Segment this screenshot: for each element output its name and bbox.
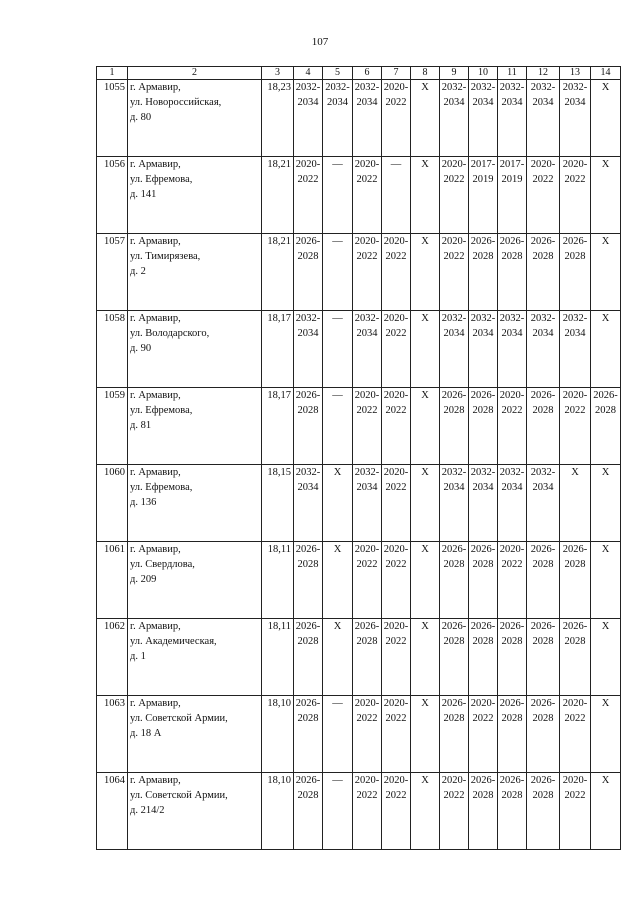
period-text: X — [601, 236, 610, 247]
table-row — [97, 542, 621, 619]
period-text: 2032- 2034 — [441, 467, 467, 493]
period-cell-c5 — [323, 696, 353, 773]
period-cell-c6 — [353, 696, 382, 773]
table-row — [97, 773, 621, 850]
period-text: 2020- 2022 — [354, 390, 380, 416]
address-text: г. Армавир, ул. Свердлова, д. 209 — [130, 544, 195, 585]
period-text: 2032- 2034 — [562, 82, 588, 108]
row-number: 1055 — [97, 80, 128, 157]
period-cell-c9 — [440, 696, 469, 773]
period-cell-c6 — [353, 388, 382, 465]
period-cell-c8 — [411, 696, 440, 773]
address-cell — [128, 157, 262, 234]
period-text: X — [601, 621, 610, 632]
period-text: 2032- 2034 — [441, 82, 467, 108]
period-text: 2026- 2028 — [530, 698, 556, 724]
period-text: 2020- 2022 — [383, 467, 409, 493]
period-cell-c10 — [469, 388, 498, 465]
column-header: 11 — [498, 67, 527, 80]
period-cell-c5 — [323, 80, 353, 157]
period-cell-c9 — [440, 542, 469, 619]
address-text: г. Армавир, ул. Ефремова, д. 136 — [130, 467, 193, 508]
address-text: г. Армавир, ул. Советской Армии, д. 18 А — [130, 698, 228, 739]
period-text: 2020- 2022 — [354, 236, 380, 262]
period-cell-c6 — [353, 234, 382, 311]
period-cell-c12 — [527, 542, 560, 619]
period-cell-c4 — [294, 465, 323, 542]
period-text: 2026- 2028 — [562, 544, 588, 570]
housing-register-table — [96, 66, 621, 850]
period-cell-c4 — [294, 311, 323, 388]
value-cell: 18,11 — [262, 619, 294, 696]
value-cell: 18,17 — [262, 311, 294, 388]
period-cell-c8 — [411, 388, 440, 465]
period-cell-c11 — [498, 234, 527, 311]
period-cell-c4 — [294, 388, 323, 465]
period-text: 2026- 2028 — [470, 544, 496, 570]
address-cell — [128, 773, 262, 850]
row-number: 1056 — [97, 157, 128, 234]
period-text: 2032- 2034 — [562, 313, 588, 339]
period-text: 2020- 2022 — [295, 159, 321, 185]
table-row — [97, 465, 621, 542]
period-cell-c10 — [469, 773, 498, 850]
value-cell: 18,10 — [262, 696, 294, 773]
period-cell-c13 — [560, 619, 591, 696]
address-text: г. Армавир, ул. Советской Армии, д. 214/2 — [130, 775, 228, 816]
period-cell-c11 — [498, 542, 527, 619]
address-text: г. Армавир, ул. Тимирязева, д. 2 — [130, 236, 201, 277]
period-cell-c11 — [498, 619, 527, 696]
period-cell-c9 — [440, 157, 469, 234]
period-cell-c7 — [382, 619, 411, 696]
row-number: 1058 — [97, 311, 128, 388]
period-cell-c13 — [560, 80, 591, 157]
period-text: X — [421, 467, 429, 478]
period-cell-c4 — [294, 773, 323, 850]
table-row — [97, 696, 621, 773]
address-cell — [128, 696, 262, 773]
period-cell-c5 — [323, 465, 353, 542]
period-text: 2026- 2028 — [562, 236, 588, 262]
period-text: 2020- 2022 — [354, 775, 380, 801]
period-text: 2020- 2022 — [383, 313, 409, 339]
column-header: 13 — [560, 67, 591, 80]
period-text: X — [571, 467, 579, 478]
period-cell-c4 — [294, 619, 323, 696]
period-cell-c10 — [469, 80, 498, 157]
period-text: X — [421, 236, 429, 247]
period-cell-c10 — [469, 696, 498, 773]
period-text: 2026- 2028 — [295, 236, 321, 262]
period-text: 2026- 2028 — [441, 621, 467, 647]
period-text: X — [333, 544, 342, 555]
period-cell-c10 — [469, 234, 498, 311]
period-text: 2032- 2034 — [499, 313, 525, 339]
period-cell-c12 — [527, 465, 560, 542]
row-number: 1057 — [97, 234, 128, 311]
period-cell-c11 — [498, 773, 527, 850]
address-cell — [128, 465, 262, 542]
period-cell-c14 — [591, 619, 621, 696]
period-cell-c7 — [382, 388, 411, 465]
period-cell-c4 — [294, 80, 323, 157]
period-text: 2020- 2022 — [354, 544, 380, 570]
period-cell-c14 — [591, 388, 621, 465]
column-number-row — [97, 67, 621, 80]
period-text: 2017- 2019 — [499, 159, 525, 185]
period-text: X — [421, 390, 429, 401]
period-text: 2026- 2028 — [295, 775, 321, 801]
table-row — [97, 234, 621, 311]
period-cell-c12 — [527, 157, 560, 234]
period-cell-c13 — [560, 773, 591, 850]
address-cell — [128, 234, 262, 311]
address-cell — [128, 311, 262, 388]
period-text: 2020- 2022 — [470, 698, 496, 724]
column-header: 8 — [411, 67, 440, 80]
period-text: — — [390, 159, 402, 170]
address-text: г. Армавир, ул. Академическая, д. 1 — [130, 621, 217, 662]
period-text: X — [421, 621, 429, 632]
period-text: 2020- 2022 — [562, 159, 588, 185]
period-text: X — [601, 544, 610, 555]
column-header: 10 — [469, 67, 498, 80]
period-cell-c10 — [469, 311, 498, 388]
period-text: X — [601, 313, 610, 324]
period-text: 2032- 2034 — [295, 467, 321, 493]
column-header: 9 — [440, 67, 469, 80]
period-text: 2026- 2028 — [530, 236, 556, 262]
period-cell-c7 — [382, 311, 411, 388]
column-header: 5 — [323, 67, 353, 80]
period-text: 2020- 2022 — [499, 544, 525, 570]
period-text: 2026- 2028 — [499, 698, 525, 724]
column-header: 1 — [97, 67, 128, 80]
period-text: X — [421, 82, 429, 93]
period-cell-c8 — [411, 311, 440, 388]
period-text: 2026- 2028 — [499, 236, 525, 262]
period-cell-c12 — [527, 388, 560, 465]
column-header: 14 — [591, 67, 621, 80]
period-cell-c12 — [527, 80, 560, 157]
period-cell-c6 — [353, 465, 382, 542]
period-cell-c13 — [560, 311, 591, 388]
period-cell-c9 — [440, 773, 469, 850]
period-cell-c8 — [411, 80, 440, 157]
period-text: 2026- 2028 — [470, 390, 496, 416]
period-text: 2032- 2034 — [530, 313, 556, 339]
address-text: г. Армавир, ул. Ефремова, д. 81 — [130, 390, 193, 431]
period-cell-c6 — [353, 80, 382, 157]
period-cell-c12 — [527, 696, 560, 773]
row-number: 1063 — [97, 696, 128, 773]
period-cell-c11 — [498, 388, 527, 465]
period-cell-c9 — [440, 234, 469, 311]
period-cell-c11 — [498, 465, 527, 542]
period-text: 2032- 2034 — [354, 82, 380, 108]
period-cell-c6 — [353, 542, 382, 619]
period-cell-c13 — [560, 542, 591, 619]
period-text: 2020- 2022 — [530, 159, 556, 185]
period-cell-c13 — [560, 234, 591, 311]
value-cell: 18,21 — [262, 234, 294, 311]
period-text: 2020- 2022 — [383, 698, 409, 724]
period-text: X — [601, 775, 610, 786]
period-cell-c5 — [323, 388, 353, 465]
period-cell-c14 — [591, 311, 621, 388]
period-cell-c6 — [353, 311, 382, 388]
period-text: 2032- 2034 — [295, 313, 321, 339]
period-text: 2020- 2022 — [441, 236, 467, 262]
period-cell-c7 — [382, 773, 411, 850]
period-cell-c9 — [440, 311, 469, 388]
period-cell-c14 — [591, 542, 621, 619]
table-row — [97, 388, 621, 465]
period-cell-c4 — [294, 542, 323, 619]
value-cell: 18,15 — [262, 465, 294, 542]
period-cell-c12 — [527, 619, 560, 696]
address-cell — [128, 542, 262, 619]
period-text: 2032- 2034 — [470, 467, 496, 493]
period-text: — — [332, 236, 343, 247]
table-row — [97, 80, 621, 157]
period-text: 2032- 2034 — [530, 467, 556, 493]
period-text: 2026- 2028 — [530, 621, 556, 647]
value-cell: 18,21 — [262, 157, 294, 234]
period-text: 2026- 2028 — [593, 390, 618, 416]
period-cell-c7 — [382, 542, 411, 619]
column-header: 7 — [382, 67, 411, 80]
table-row — [97, 157, 621, 234]
period-cell-c7 — [382, 157, 411, 234]
period-text: 2026- 2028 — [441, 698, 467, 724]
period-text: 2026- 2028 — [441, 544, 467, 570]
period-text: 2026- 2028 — [295, 544, 321, 570]
period-text: 2026- 2028 — [354, 621, 380, 647]
period-text: 2032- 2034 — [499, 82, 525, 108]
period-text: 2020- 2022 — [441, 775, 467, 801]
period-text: 2032- 2034 — [325, 82, 350, 108]
period-text: 2026- 2028 — [499, 621, 525, 647]
table-row — [97, 619, 621, 696]
period-text: 2026- 2028 — [562, 621, 588, 647]
period-cell-c6 — [353, 773, 382, 850]
column-header: 2 — [128, 67, 262, 80]
period-text: X — [421, 159, 429, 170]
period-text: 2020- 2022 — [499, 390, 525, 416]
period-text: 2026- 2028 — [441, 390, 467, 416]
period-text: — — [332, 698, 343, 709]
address-cell — [128, 80, 262, 157]
period-text: 2026- 2028 — [295, 698, 321, 724]
period-cell-c7 — [382, 234, 411, 311]
period-cell-c9 — [440, 388, 469, 465]
period-cell-c11 — [498, 157, 527, 234]
period-cell-c6 — [353, 619, 382, 696]
period-cell-c12 — [527, 311, 560, 388]
period-cell-c8 — [411, 619, 440, 696]
period-text: X — [421, 698, 429, 709]
value-cell: 18,10 — [262, 773, 294, 850]
period-text: 2032- 2034 — [530, 82, 556, 108]
period-cell-c7 — [382, 696, 411, 773]
period-text: 2020- 2022 — [383, 621, 409, 647]
period-cell-c14 — [591, 696, 621, 773]
period-text: X — [333, 621, 342, 632]
period-text: X — [601, 698, 610, 709]
period-cell-c8 — [411, 234, 440, 311]
period-text: 2026- 2028 — [530, 775, 556, 801]
period-text: 2020- 2022 — [562, 775, 588, 801]
period-text: X — [421, 313, 429, 324]
period-text: 2032- 2034 — [295, 82, 321, 108]
period-text: 2020- 2022 — [383, 775, 409, 801]
period-text: 2026- 2028 — [530, 390, 556, 416]
period-text: — — [332, 775, 343, 786]
period-text: 2020- 2022 — [383, 544, 409, 570]
row-number: 1064 — [97, 773, 128, 850]
period-cell-c8 — [411, 465, 440, 542]
value-cell: 18,11 — [262, 542, 294, 619]
period-cell-c13 — [560, 696, 591, 773]
value-cell: 18,23 — [262, 80, 294, 157]
address-cell — [128, 619, 262, 696]
period-cell-c13 — [560, 388, 591, 465]
period-text: X — [601, 159, 610, 170]
period-cell-c5 — [323, 234, 353, 311]
period-text: 2020- 2022 — [441, 159, 467, 185]
row-number: 1059 — [97, 388, 128, 465]
address-text: г. Армавир, ул. Володарского, д. 90 — [130, 313, 210, 354]
period-cell-c9 — [440, 619, 469, 696]
period-cell-c4 — [294, 696, 323, 773]
period-cell-c11 — [498, 80, 527, 157]
period-text: X — [601, 82, 610, 93]
period-text: 2017- 2019 — [470, 159, 496, 185]
value-cell: 18,17 — [262, 388, 294, 465]
row-number: 1060 — [97, 465, 128, 542]
period-text: 2026- 2028 — [499, 775, 525, 801]
period-cell-c5 — [323, 311, 353, 388]
period-text: 2032- 2034 — [354, 467, 380, 493]
period-cell-c4 — [294, 157, 323, 234]
address-cell — [128, 388, 262, 465]
address-text: г. Армавир, ул. Ефремова, д. 141 — [130, 159, 193, 200]
period-text: — — [332, 313, 343, 324]
period-text: 2020- 2022 — [383, 82, 409, 108]
period-cell-c13 — [560, 465, 591, 542]
period-text: 2020- 2022 — [562, 390, 588, 416]
period-text: 2032- 2034 — [354, 313, 380, 339]
period-text: 2026- 2028 — [295, 390, 321, 416]
period-text: 2020- 2022 — [354, 698, 380, 724]
row-number: 1062 — [97, 619, 128, 696]
period-text: X — [421, 775, 429, 786]
period-cell-c8 — [411, 542, 440, 619]
row-number: 1061 — [97, 542, 128, 619]
column-header: 6 — [353, 67, 382, 80]
period-cell-c11 — [498, 696, 527, 773]
page-number: 107 — [311, 36, 329, 48]
period-text: 2032- 2034 — [499, 467, 525, 493]
period-text: 2020- 2022 — [354, 159, 380, 185]
period-cell-c9 — [440, 80, 469, 157]
period-cell-c9 — [440, 465, 469, 542]
period-cell-c11 — [498, 311, 527, 388]
table-row — [97, 311, 621, 388]
period-text: 2026- 2028 — [470, 621, 496, 647]
period-cell-c14 — [591, 157, 621, 234]
period-text: X — [601, 467, 610, 478]
period-cell-c5 — [323, 619, 353, 696]
period-cell-c14 — [591, 465, 621, 542]
column-header: 3 — [262, 67, 294, 80]
period-cell-c5 — [323, 773, 353, 850]
period-cell-c10 — [469, 465, 498, 542]
column-header: 4 — [294, 67, 323, 80]
period-cell-c10 — [469, 619, 498, 696]
column-header: 12 — [527, 67, 560, 80]
period-text: 2026- 2028 — [470, 236, 496, 262]
period-cell-c12 — [527, 773, 560, 850]
period-text: 2020- 2022 — [562, 698, 588, 724]
period-cell-c14 — [591, 234, 621, 311]
period-text: — — [332, 159, 343, 170]
period-text: 2026- 2028 — [470, 775, 496, 801]
period-cell-c7 — [382, 465, 411, 542]
period-cell-c8 — [411, 157, 440, 234]
period-cell-c6 — [353, 157, 382, 234]
period-text: 2026- 2028 — [295, 621, 321, 647]
period-cell-c14 — [591, 80, 621, 157]
period-cell-c8 — [411, 773, 440, 850]
period-cell-c14 — [591, 773, 621, 850]
period-cell-c10 — [469, 542, 498, 619]
period-text: 2032- 2034 — [470, 313, 496, 339]
period-cell-c7 — [382, 80, 411, 157]
period-text: 2032- 2034 — [470, 82, 496, 108]
period-cell-c4 — [294, 234, 323, 311]
period-cell-c5 — [323, 542, 353, 619]
period-cell-c12 — [527, 234, 560, 311]
period-text: X — [333, 467, 342, 478]
period-text: 2020- 2022 — [383, 390, 409, 416]
period-cell-c10 — [469, 157, 498, 234]
period-text: — — [332, 390, 343, 401]
period-cell-c5 — [323, 157, 353, 234]
period-text: X — [421, 544, 429, 555]
period-text: 2020- 2022 — [383, 236, 409, 262]
period-text: 2032- 2034 — [441, 313, 467, 339]
period-cell-c13 — [560, 157, 591, 234]
address-text: г. Армавир, ул. Новороссийская, д. 80 — [130, 82, 222, 123]
period-text: 2026- 2028 — [530, 544, 556, 570]
